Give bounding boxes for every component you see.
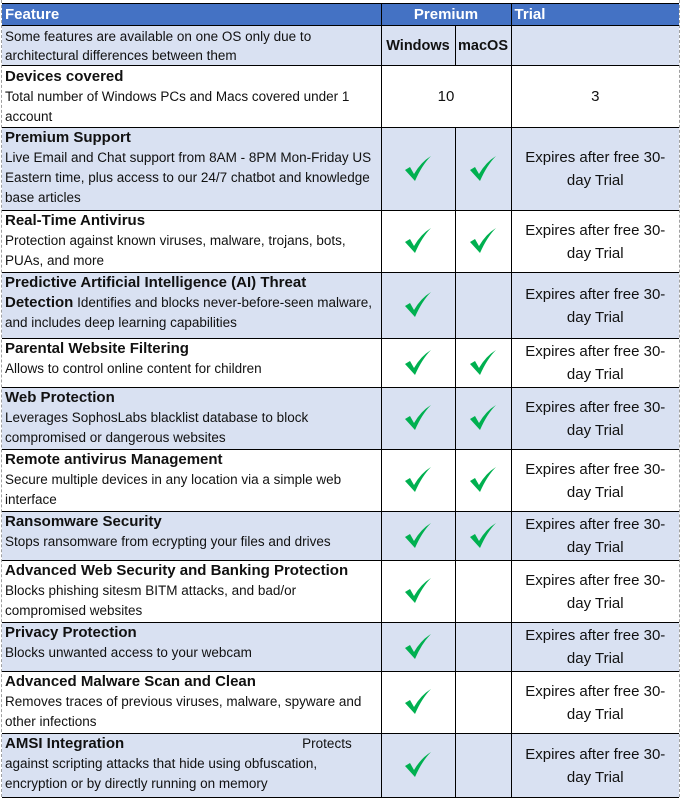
feature-cell xyxy=(2,512,381,561)
column-macos: macOS xyxy=(455,26,511,66)
feature-desc: Live Email and Chat support from 8AM - 8PM Mon-Friday US Eastern time, plus access to our 24/7 chatbot and knowledge base articles xyxy=(5,150,372,205)
feature-title: Remote antivirus Management xyxy=(5,451,223,468)
checkmark-icon xyxy=(468,348,498,376)
windows-cell xyxy=(381,561,455,623)
feature-cell xyxy=(2,561,381,623)
macos-cell xyxy=(455,450,511,512)
header-premium: Premium xyxy=(381,4,511,26)
windows-cell xyxy=(381,388,455,450)
header-trial: Trial xyxy=(511,4,679,26)
windows-cell xyxy=(381,273,455,339)
feature-row-2 xyxy=(2,211,679,273)
feature-title: AMSI Integration xyxy=(5,735,125,752)
windows-cell xyxy=(381,128,455,211)
macos-cell xyxy=(455,623,511,672)
macos-cell xyxy=(455,273,511,339)
trial-cell: Expires after free 30-day Trial xyxy=(511,450,679,512)
feature-row-10 xyxy=(2,672,679,734)
trial-cell: Expires after free 30-day Trial xyxy=(511,672,679,734)
page-border-right xyxy=(679,0,680,797)
feature-desc: Leverages SophosLabs blacklist database to block compromised or dangerous websites xyxy=(5,410,309,445)
feature-title: Privacy Protection xyxy=(5,624,137,641)
feature-title: Ransomware Security xyxy=(5,513,162,530)
feature-row-3 xyxy=(2,273,679,339)
checkmark-icon xyxy=(468,521,498,549)
feature-desc: Allows to control online content for children xyxy=(5,361,262,376)
windows-cell xyxy=(381,623,455,672)
feature-title: Advanced Web Security and Banking Protection xyxy=(5,562,349,579)
feature-desc: Identifies and blocks never-before-seen malware, and includes deep learning capabilities xyxy=(5,295,373,330)
trial-cell: Expires after free 30-day Trial xyxy=(511,273,679,339)
feature-desc: Stops ransomware from ecrypting your files and drives xyxy=(5,534,331,549)
checkmark-icon xyxy=(403,154,433,182)
trial-cell: Expires after free 30-day Trial xyxy=(511,561,679,623)
checkmark-icon xyxy=(403,290,433,318)
checkmark-icon xyxy=(403,632,433,660)
feature-row-9 xyxy=(2,623,679,672)
feature-cell xyxy=(2,273,381,339)
feature-row-7 xyxy=(2,512,679,561)
feature-row-1 xyxy=(2,128,679,211)
feature-title: Predictive Artificial Intelligence (AI) Threat Detection xyxy=(5,274,307,311)
devices-premium-value: 10 xyxy=(381,66,511,128)
checkmark-icon xyxy=(403,750,433,778)
windows-cell xyxy=(381,339,455,388)
macos-cell xyxy=(455,339,511,388)
feature-cell xyxy=(2,388,381,450)
windows-cell xyxy=(381,672,455,734)
macos-cell xyxy=(455,128,511,211)
os-note: Some features are available on one OS only due to architectural differences between them xyxy=(2,26,381,66)
feature-cell xyxy=(2,734,381,798)
feature-cell xyxy=(2,450,381,512)
trial-cell: Expires after free 30-day Trial xyxy=(511,128,679,211)
trial-cell: Expires after free 30-day Trial xyxy=(511,339,679,388)
subheader-row xyxy=(2,26,679,66)
feature-desc: Blocks phishing sitesm BITM attacks, and bad/or compromised websites xyxy=(5,583,297,618)
checkmark-icon xyxy=(403,403,433,431)
feature-title: Parental Website Filtering xyxy=(5,340,189,357)
checkmark-icon xyxy=(468,465,498,493)
feature-comparison-table xyxy=(2,3,679,798)
windows-cell xyxy=(381,734,455,798)
checkmark-icon xyxy=(403,226,433,254)
feature-desc: Protects against scripting attacks that hide using obfuscation, encryption or by directly running on memory xyxy=(5,736,352,791)
devices-title: Devices covered xyxy=(5,67,124,85)
macos-cell xyxy=(455,734,511,798)
feature-desc: Removes traces of previous viruses, malware, spyware and other infections xyxy=(5,694,362,729)
feature-cell xyxy=(2,128,381,211)
feature-cell xyxy=(2,623,381,672)
macos-cell xyxy=(455,388,511,450)
checkmark-icon xyxy=(468,403,498,431)
feature-title: Real-Time Antivirus xyxy=(5,212,146,229)
windows-cell xyxy=(381,512,455,561)
column-windows: Windows xyxy=(381,26,455,66)
feature-title: Premium Support xyxy=(5,129,131,146)
feature-row-6 xyxy=(2,450,679,512)
checkmark-icon xyxy=(403,348,433,376)
feature-row-5 xyxy=(2,388,679,450)
trial-cell: Expires after free 30-day Trial xyxy=(511,388,679,450)
feature-desc: Protection against known viruses, malware, trojans, bots, PUAs, and more xyxy=(5,233,346,268)
feature-cell xyxy=(2,211,381,273)
devices-row xyxy=(2,66,679,128)
feature-cell xyxy=(2,339,381,388)
feature-row-11 xyxy=(2,734,679,798)
checkmark-icon xyxy=(468,226,498,254)
feature-title: Advanced Malware Scan and Clean xyxy=(5,673,256,690)
devices-desc: Total number of Windows PCs and Macs covered under 1 account xyxy=(5,88,350,124)
macos-cell xyxy=(455,672,511,734)
trial-cell: Expires after free 30-day Trial xyxy=(511,623,679,672)
header-row xyxy=(2,4,679,26)
macos-cell xyxy=(455,211,511,273)
windows-cell xyxy=(381,450,455,512)
checkmark-icon xyxy=(403,687,433,715)
trial-cell: Expires after free 30-day Trial xyxy=(511,734,679,798)
windows-cell xyxy=(381,211,455,273)
trial-cell: Expires after free 30-day Trial xyxy=(511,512,679,561)
feature-row-8 xyxy=(2,561,679,623)
checkmark-icon xyxy=(468,154,498,182)
devices-cell xyxy=(2,66,381,128)
feature-desc: Secure multiple devices in any location via a simple web interface xyxy=(5,472,342,507)
feature-desc: Blocks unwanted access to your webcam xyxy=(5,645,252,660)
feature-cell xyxy=(2,672,381,734)
feature-title: Web Protection xyxy=(5,389,115,406)
macos-cell xyxy=(455,512,511,561)
devices-trial-value: 3 xyxy=(511,66,679,128)
macos-cell xyxy=(455,561,511,623)
checkmark-icon xyxy=(403,521,433,549)
header-feature: Feature xyxy=(2,4,381,26)
trial-cell: Expires after free 30-day Trial xyxy=(511,211,679,273)
feature-row-4 xyxy=(2,339,679,388)
column-trial-sub xyxy=(511,26,679,66)
checkmark-icon xyxy=(403,576,433,604)
checkmark-icon xyxy=(403,465,433,493)
